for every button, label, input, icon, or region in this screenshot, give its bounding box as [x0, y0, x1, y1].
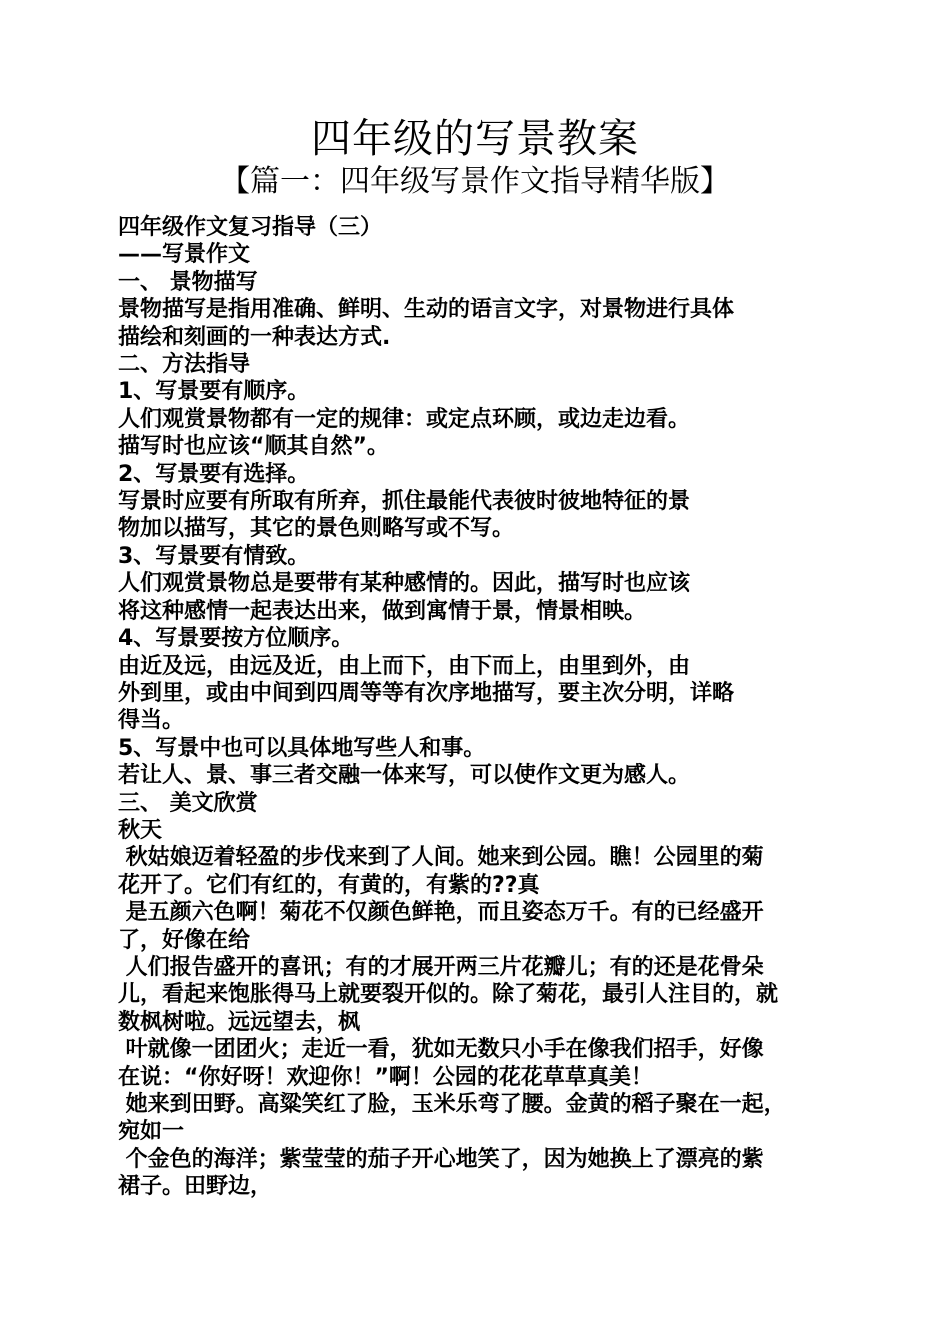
essay-line: 叶就像一团团火；走近一看，犹如无数只小手在像我们招手，好像 — [118, 1037, 764, 1063]
method-heading: 3、写景要有情致。 — [118, 543, 310, 569]
text-line: 人们观赏景物都有一定的规律：或定点环顾，或边走边看。 — [118, 406, 691, 432]
text-line: 描绘和刻画的一种表达方式. — [118, 324, 391, 350]
document-body — [118, 214, 848, 1201]
part-heading: 二、方法指导 — [118, 352, 251, 378]
text-line: 描写时也应该“顺其自然”。 — [118, 434, 389, 460]
essay-line: 了，好像在给 — [118, 927, 251, 953]
essay-line: 人们报告盛开的喜讯；有的才展开两三片花瓣儿；有的还是花骨朵 — [118, 954, 764, 980]
essay-line: 儿，看起来饱胀得马上就要裂开似的。除了菊花，最引人注目的，就 — [118, 982, 779, 1008]
method-heading: 2、写景要有选择。 — [118, 461, 310, 487]
essay-line: 秋姑娘迈着轻盈的步伐来到了人间。她来到公园。瞧！公园里的菊 — [118, 845, 764, 871]
document-subtitle: 【篇一：四年级写景作文指导精华版】 — [220, 164, 730, 199]
essay-line: 宛如一 — [118, 1119, 185, 1145]
method-heading: 5、写景中也可以具体地写些人和事。 — [118, 735, 486, 761]
text-line: 写景时应要有所取有所弃，抓住最能代表彼时彼地特征的景 — [118, 489, 691, 515]
text-line: 人们观赏景物总是要带有某种感情的。因此，描写时也应该 — [118, 571, 691, 597]
essay-line: 花开了。它们有红的，有黄的，有紫的??真 — [118, 872, 540, 898]
text-line: 景物描写是指用准确、鲜明、生动的语言文字，对景物进行具体 — [118, 297, 735, 323]
essay-line: 她来到田野。高粱笑红了脸，玉米乐弯了腰。金黄的稻子聚在一起， — [118, 1092, 786, 1117]
text-line: 得当。 — [118, 708, 185, 734]
section-heading: 四年级作文复习指导（三） — [118, 215, 383, 240]
essay-line: 是五颜六色啊！菊花不仅颜色鲜艳，而且姿态万千。有的已经盛开 — [118, 900, 764, 926]
part-heading: 三、 美文欣赏 — [118, 790, 258, 816]
method-heading: 4、写景要按方位顺序。 — [118, 626, 354, 652]
document-title: 四年级的写景教案 — [311, 116, 639, 162]
method-heading: 1、写景要有顺序。 — [118, 379, 310, 405]
text-line: 外到里，或由中间到四周等等有次序地描写，要主次分明，详略 — [118, 680, 735, 706]
essay-line: 在说：“你好呀！欢迎你！”啊！公园的花花草草真美！ — [118, 1064, 653, 1090]
text-line: 若让人、景、事三者交融一体来写，可以使作文更为感人。 — [118, 763, 691, 789]
essay-line: 数枫树啦。远远望去，枫 — [118, 1009, 361, 1035]
text-line: 由近及远，由远及近，由上而下，由下而上，由里到外，由 — [118, 653, 691, 679]
part-heading: 一、 景物描写 — [118, 269, 258, 295]
text-line: 物加以描写，其它的景色则略写或不写。 — [118, 516, 515, 542]
essay-title: 秋天 — [118, 817, 163, 843]
text-line: 将这种感情一起表达出来，做到寓情于景，情景相映。 — [118, 598, 647, 624]
section-subheading: ——写景作文 — [118, 242, 251, 268]
essay-line: 裙子。田野边， — [118, 1174, 273, 1200]
essay-line: 个金色的海洋；紫莹莹的茄子开心地笑了，因为她换上了漂亮的紫 — [118, 1146, 764, 1172]
